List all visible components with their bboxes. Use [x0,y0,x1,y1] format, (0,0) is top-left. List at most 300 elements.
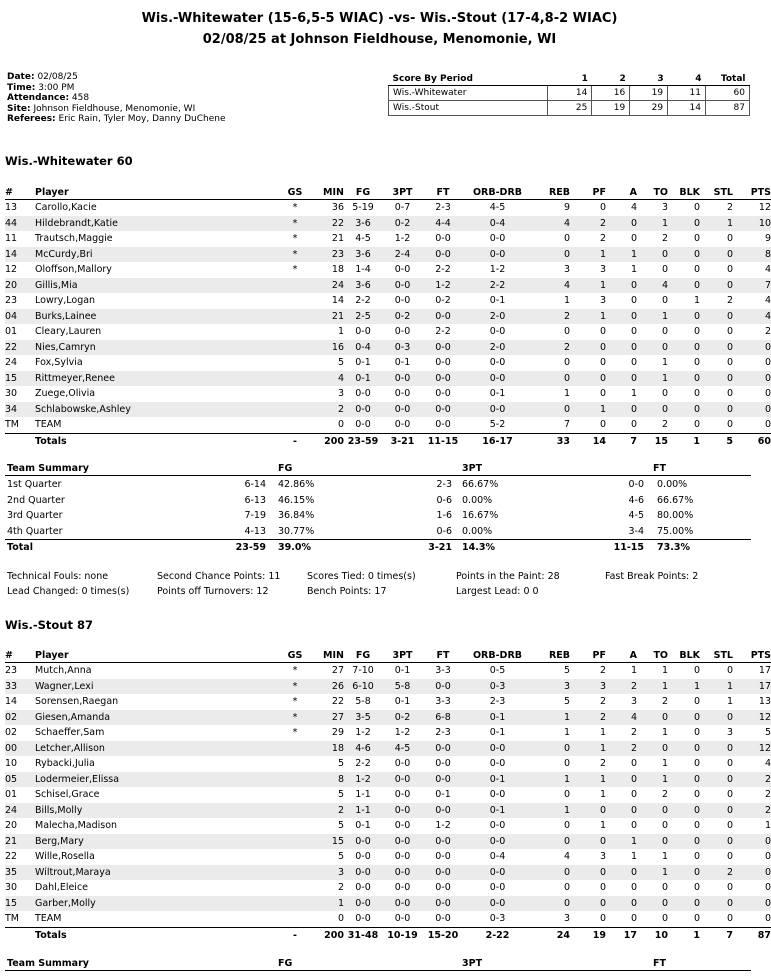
player-min: 26 [310,679,344,695]
player-pf: 0 [599,202,606,214]
player-player: Nies,Camryn [35,340,280,356]
player-blk: 0 [693,665,700,677]
lead-changed: Lead Changed: 0 times(s) [7,586,130,597]
player-jersey: 00 [5,741,35,757]
player-row [5,756,771,772]
player-pts: 12 [758,202,771,214]
player-orb-drb: 2-0 [463,309,532,325]
player-a: 0 [606,340,637,356]
player-stl: 0 [726,326,733,338]
player-pf: 0 [599,419,606,431]
player-fg: 5-8 [355,696,371,708]
player-reb: 1 [532,710,570,726]
player-pf: 1 [570,402,606,418]
player-gs [280,402,310,418]
player-row [5,818,771,834]
player-min: 5 [337,789,344,801]
player-a: 4 [606,710,637,726]
player-row [5,231,771,247]
player-reb: 7 [563,419,570,431]
player-gs [280,803,310,819]
player-a: 3 [630,696,637,708]
totals-reb: 24 [532,927,570,943]
team-summary-header [5,463,751,476]
col-header-3pt: 3PT [382,649,423,663]
player-a: 1 [606,834,637,850]
player-to: 1 [661,851,668,863]
totals-min: 200 [310,927,344,943]
player-pf: 2 [570,710,606,726]
player-player: Hildebrandt,Katie [35,216,280,232]
player-to: 1 [661,758,668,770]
player-stl: 0 [726,264,733,276]
totals-pts: 87 [733,927,771,943]
player-player: Cleary,Lauren [35,326,102,338]
player-pts: 0 [733,402,771,418]
player-reb: 4 [532,216,570,232]
player-min: 14 [331,295,344,307]
player-pts: 0 [733,896,771,912]
team-summary [5,463,751,555]
player-pts: 0 [764,388,771,400]
player-min: 3 [310,865,344,881]
player-blk: 0 [668,865,700,881]
player-blk: 0 [693,758,700,770]
player-gs [280,834,310,850]
player-3pt: 0-0 [394,264,411,276]
player-orb-drb: 0-0 [489,233,506,245]
player-to: 1 [637,216,668,232]
summary-3pt-made: 0-6 [436,525,452,537]
player-orb-drb: 0-0 [463,402,532,418]
player-gs [280,386,310,402]
player-stl: 0 [726,820,733,832]
player-jersey: 13 [5,202,18,214]
summary-3pt-pct: 0.00% [462,494,493,506]
player-a: 4 [630,202,637,214]
summary-row [5,493,751,509]
player-blk: 0 [693,357,700,369]
player-min: 18 [310,741,344,757]
sbp-cell: 25 [548,101,592,116]
player-fg: 0-0 [355,419,371,431]
player-blk: 0 [693,913,700,925]
summary-total-ft-made: 11-15 [613,542,644,553]
player-ft: 0-0 [435,233,451,245]
player-3pt: 0-0 [394,820,411,832]
player-stl: 0 [700,834,733,850]
player-3pt: 0-0 [394,913,411,925]
player-a: 1 [630,851,637,863]
player-min: 27 [331,665,344,677]
player-to: 1 [637,772,668,788]
player-3pt: 0-0 [394,789,411,801]
player-a: 1 [630,665,637,677]
player-a: 2 [606,679,637,695]
player-a: 0 [630,789,637,801]
col-header-pf: PF [570,186,606,200]
player-ft: 0-0 [423,679,463,695]
player-3pt: 0-1 [394,665,411,677]
player-player: Fox,Sylvia [35,357,83,369]
player-pf: 1 [599,789,606,801]
player-stl: 1 [700,679,733,695]
player-player: Wagner,Lexi [35,679,280,695]
player-reb: 4 [563,851,570,863]
player-pf: 0 [570,834,606,850]
score-by-period-header [389,72,750,86]
sbp-total: 87 [706,101,750,116]
player-orb-drb: 0-1 [489,295,506,307]
player-stl: 0 [726,357,733,369]
summary-fg-pct: 46.15% [278,494,315,506]
col-header-gs: GS [280,649,310,663]
info-site: Site: Johnson Fieldhouse, Menomonie, WI [7,103,196,114]
player-a: 1 [630,388,637,400]
player-gs: * [292,665,298,677]
player-gs: * [280,679,310,695]
player-to: 3 [661,202,668,214]
player-orb-drb: 0-0 [463,741,532,757]
player-orb-drb: 0-0 [489,758,506,770]
player-ft: 0-0 [423,741,463,757]
player-player: Gillis,Mia [35,278,280,294]
player-gs [280,772,310,788]
col-header-to: TO [637,649,668,663]
summary-3pt-pct: 16.67% [462,510,499,521]
player-orb-drb: 0-5 [489,665,506,677]
player-ft: 3-3 [435,665,451,677]
player-a: 0 [606,772,637,788]
player-reb: 0 [563,820,570,832]
player-gs [280,911,310,927]
player-pf: 0 [599,357,606,369]
player-player: Schaeffer,Sam [35,727,105,739]
player-3pt: 0-2 [382,309,423,325]
player-to: 0 [637,803,668,819]
player-stl: 0 [726,665,733,677]
player-pts: 9 [764,233,771,245]
totals-jersey [5,433,35,449]
sbp-row-home [389,86,750,101]
player-blk: 0 [693,882,700,894]
player-pts: 4 [764,264,771,276]
player-a: 0 [630,913,637,925]
player-pts: 2 [764,326,771,338]
player-ft: 0-0 [435,913,451,925]
summary-fg-made: 4-13 [244,525,266,537]
player-to: 0 [637,247,668,263]
player-a: 0 [606,896,637,912]
player-stl: 0 [726,388,733,400]
player-fg: 5-19 [352,202,374,214]
player-jersey: 02 [5,710,35,726]
player-3pt: 0-0 [382,803,423,819]
player-player: Zuege,Olivia [35,388,96,400]
player-blk: 0 [668,710,700,726]
player-pts: 0 [764,913,771,925]
player-3pt: 0-1 [394,357,411,369]
player-orb-drb: 2-3 [489,696,506,708]
summary-quarter-label: 4th Quarter [7,525,63,537]
col-header-min: MIN [310,649,344,663]
player-player: McCurdy,Bri [35,247,280,263]
player-pts: 4 [764,295,771,307]
player-player: Mutch,Anna [35,665,92,677]
player-fg: 0-0 [344,896,382,912]
player-a: 1 [630,264,637,276]
player-stl: 0 [726,789,733,801]
player-min: 2 [337,882,344,894]
col-header-reb: REB [532,186,570,200]
player-pts: 17 [758,665,771,677]
sbp-cell: 14 [668,101,706,116]
player-jersey: 21 [5,834,35,850]
player-player: Burks,Lainee [35,309,280,325]
player-gs [280,849,310,865]
summary-total-fg-made: 23-59 [235,542,266,553]
player-ft: 0-0 [435,882,451,894]
player-row [5,911,771,927]
player-jersey: 34 [5,402,35,418]
sbp-cell: 14 [548,86,592,101]
col-header-stl: STL [700,649,733,663]
player-reb: 0 [532,371,570,387]
totals-to: 15 [637,433,668,449]
player-3pt: 0-7 [394,202,411,214]
player-fg: 0-0 [355,388,371,400]
player-stl: 0 [726,913,733,925]
player-fg: 0-0 [344,865,382,881]
totals-reb: 33 [532,433,570,449]
totals-to: 10 [637,927,668,943]
player-ft: 0-0 [423,803,463,819]
totals-a: 17 [606,927,637,943]
player-min: 3 [337,388,344,400]
player-blk: 0 [668,278,700,294]
info-time: Time: 3:00 PM [7,82,75,93]
player-fg: 3-5 [344,710,382,726]
player-gs: * [280,247,310,263]
col-header-fg: FG [344,186,382,200]
player-3pt: 0-0 [394,882,411,894]
col-header-ft: FT [423,649,463,663]
player-jersey: 01 [5,326,18,338]
player-fg: 3-6 [344,278,382,294]
sbp-team: Wis.-Stout [389,101,548,116]
col-header-jersey: # [5,649,35,663]
player-pts: 4 [764,758,771,770]
sbp-cell: 19 [630,86,668,101]
player-player: Lowry,Logan [35,295,96,307]
player-stl: 0 [700,402,733,418]
player-player: Bills,Molly [35,803,280,819]
player-3pt: 0-0 [394,326,411,338]
player-gs [280,865,310,881]
player-3pt: 0-0 [394,758,411,770]
player-ft: 0-0 [435,419,451,431]
player-player: Letcher,Allison [35,741,280,757]
player-pts: 8 [733,247,771,263]
game-subtitle: 02/08/25 at Johnson Fieldhouse, Menomonie, WI [202,32,557,47]
player-pts: 13 [758,696,771,708]
player-a: 0 [630,295,637,307]
player-stl: 3 [726,727,733,739]
player-min: 36 [331,202,344,214]
player-fg: 2-2 [355,758,371,770]
player-reb: 5 [563,696,570,708]
player-to: 2 [661,696,668,708]
player-reb: 0 [532,741,570,757]
player-ft: 0-2 [435,295,451,307]
info-referees: Referees: Eric Rain, Tyler Moy, Danny DuChene [7,114,226,124]
player-a: 0 [630,326,637,338]
player-blk: 0 [668,371,700,387]
player-ft: 1-2 [435,820,451,832]
player-a: 0 [606,402,637,418]
player-3pt: 0-0 [394,388,411,400]
player-pts: 0 [764,419,771,431]
summary-title: Team Summary [7,958,89,969]
player-ft: 6-8 [423,710,463,726]
player-gs: * [292,696,298,708]
player-blk: 0 [668,896,700,912]
sbp-header-p2: 2 [592,72,630,86]
summary-row [5,508,751,524]
player-stl: 0 [726,758,733,770]
player-blk: 0 [668,402,700,418]
player-jersey: 44 [5,216,35,232]
player-ft: 0-0 [423,340,463,356]
player-3pt: 0-0 [382,896,423,912]
player-pf: 0 [570,865,606,881]
player-jersey: 35 [5,865,35,881]
player-jersey: TM [5,419,19,431]
player-pf: 1 [570,309,606,325]
player-to: 0 [637,710,668,726]
player-fg: 0-1 [344,371,382,387]
player-pf: 2 [599,696,606,708]
summary-ft-header: FT [653,463,666,474]
player-ft: 0-0 [423,371,463,387]
col-header-player: Player [35,186,280,200]
player-row [5,787,771,803]
player-fg: 0-0 [344,402,382,418]
summary-ft-pct: 80.00% [657,510,694,521]
player-pf: 3 [599,851,606,863]
player-stl: 0 [700,309,733,325]
player-player: Carollo,Kacie [35,202,97,214]
player-pts: 17 [733,679,771,695]
player-fg: 4-6 [344,741,382,757]
player-pf: 2 [599,758,606,770]
player-ft: 0-0 [423,865,463,881]
player-jersey: 23 [5,295,18,307]
player-jersey: 10 [5,758,18,770]
box-score-table [5,186,771,449]
player-min: 2 [310,803,344,819]
player-row [5,371,771,387]
player-pts: 0 [764,851,771,863]
player-blk: 0 [693,264,700,276]
player-row [5,247,771,263]
col-header-jersey: # [5,186,35,200]
player-reb: 2 [532,309,570,325]
player-orb-drb: 0-1 [489,388,506,400]
summary-3pt-pct: 66.67% [462,479,499,490]
sbp-header-p3: 3 [630,72,668,86]
player-row [5,896,771,912]
player-ft: 2-3 [435,727,451,739]
player-stl: 0 [700,896,733,912]
col-header-a: A [606,649,637,663]
player-orb-drb: 0-4 [463,216,532,232]
player-row [5,278,771,294]
summary-3pt-made: 2-3 [436,479,452,490]
player-orb-drb: 0-0 [463,371,532,387]
player-orb-drb: 0-3 [463,679,532,695]
player-gs [280,880,310,896]
player-player: Wille,Rosella [35,851,95,863]
player-to: 2 [661,233,668,245]
player-orb-drb: 0-1 [489,727,506,739]
player-pf: 0 [599,913,606,925]
player-fg: 0-1 [355,357,371,369]
player-player: Wiltrout,Maraya [35,865,280,881]
player-player: Malecha,Madison [35,820,118,832]
player-pf: 0 [599,882,606,894]
player-pts: 2 [764,789,771,801]
sbp-team: Wis.-Whitewater [389,86,548,101]
col-header-player: Player [35,649,280,663]
player-pf: 1 [570,278,606,294]
player-stl: 0 [700,371,733,387]
player-player: TEAM [35,419,62,431]
player-min: 16 [310,340,344,356]
info-attendance: Attendance: 458 [7,93,90,103]
player-ft: 0-0 [423,772,463,788]
player-orb-drb: 0-0 [489,789,506,801]
player-player: Garber,Molly [35,896,280,912]
totals-fg: 23-59 [344,433,382,449]
summary-3pt-made: 1-6 [436,510,452,521]
player-row [5,849,771,865]
player-ft: 0-0 [423,896,463,912]
player-fg: 0-4 [344,340,382,356]
player-min: 15 [310,834,344,850]
player-3pt: 0-0 [382,865,423,881]
player-stl: 2 [726,295,733,307]
info-date: Date: 02/08/25 [7,72,78,82]
player-orb-drb: 0-1 [463,772,532,788]
player-stl: 0 [726,233,733,245]
player-min: 5 [337,820,344,832]
player-ft: 1-2 [423,278,463,294]
player-to: 1 [637,371,668,387]
player-fg: 1-2 [355,727,371,739]
player-blk: 0 [693,789,700,801]
player-stl: 0 [700,741,733,757]
player-blk: 0 [668,772,700,788]
player-pf: 0 [570,896,606,912]
player-min: 24 [310,278,344,294]
player-pf: 1 [599,820,606,832]
player-min: 18 [331,264,344,276]
player-pts: 0 [733,371,771,387]
player-3pt: 0-0 [394,851,411,863]
player-jersey: 14 [5,696,18,708]
player-stl: 0 [700,247,733,263]
